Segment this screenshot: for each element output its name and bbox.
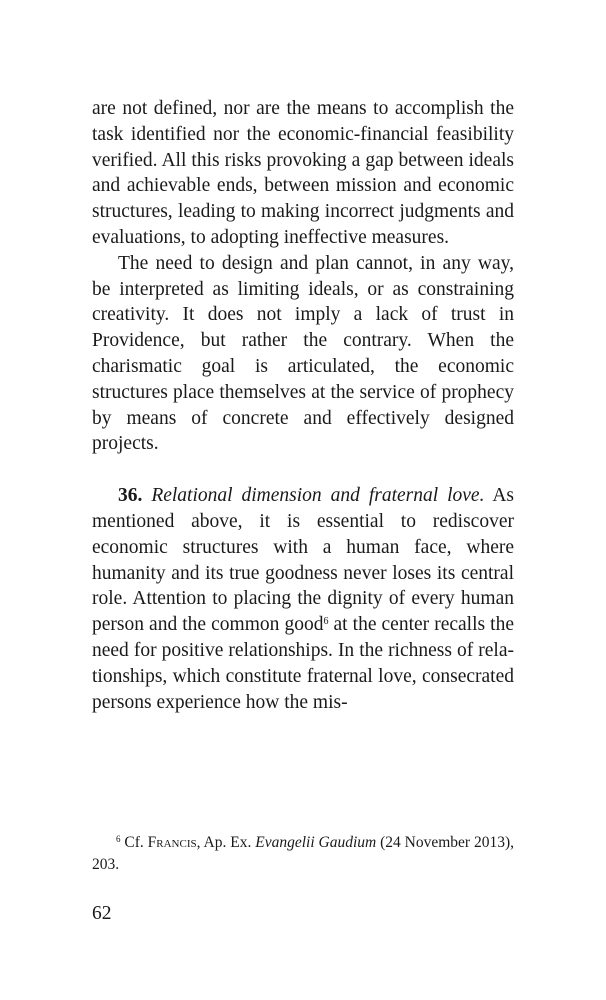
paragraph-design-and-plan: The need to design and plan cannot, in any way, be interpreted as limiting ideals, or as constraining creativity. It does not imply a lack of trust in Providence, but rather the contrary. When the charismatic goal is articulated, the economic structures place themselves at the service of prophecy by means of concrete and effectively designed projects. xyxy=(92,252,514,455)
section-text-part2: at the center recalls the need for positive relationships. In the richness of relationships, which constitute fraternal love, consecrated persons experience how the mis- xyxy=(92,614,514,713)
footnote xyxy=(92,832,514,876)
footnote-author: Francis xyxy=(147,834,197,851)
footnote-work-title: Evangelii Gaudium xyxy=(255,834,377,851)
footnote-suffix: (24 November 2013), 203. xyxy=(92,834,515,873)
footnote-reference[interactable]: 6 xyxy=(323,616,329,628)
paragraph-continuation: are not defined, nor are the means to accomplish the task identified nor the economic-financial feasibility verified. All this risks provoking a gap between ideals and achievable ends, between mission and economic structures, leading to making incorrect judgments and evaluations, to adopting ineffective measures. xyxy=(92,98,514,248)
footnote-middle: , Ap. Ex. xyxy=(196,834,256,851)
section-number: 36. xyxy=(118,485,143,507)
footnote-marker: 6 xyxy=(116,834,121,844)
section-text-part1: As mentioned above, it is essential to rediscover economic structures with a human face, where humanity and its true goodness never loses its central role. Attention to placing the dignity of every human person and the common good xyxy=(92,485,514,636)
section-36 xyxy=(92,483,514,715)
section-title: Relational dimension and fraternal love. xyxy=(151,485,485,507)
page-body xyxy=(92,96,514,715)
page-number: 62 xyxy=(92,903,112,924)
footnote-prefix: Cf. xyxy=(120,834,148,851)
